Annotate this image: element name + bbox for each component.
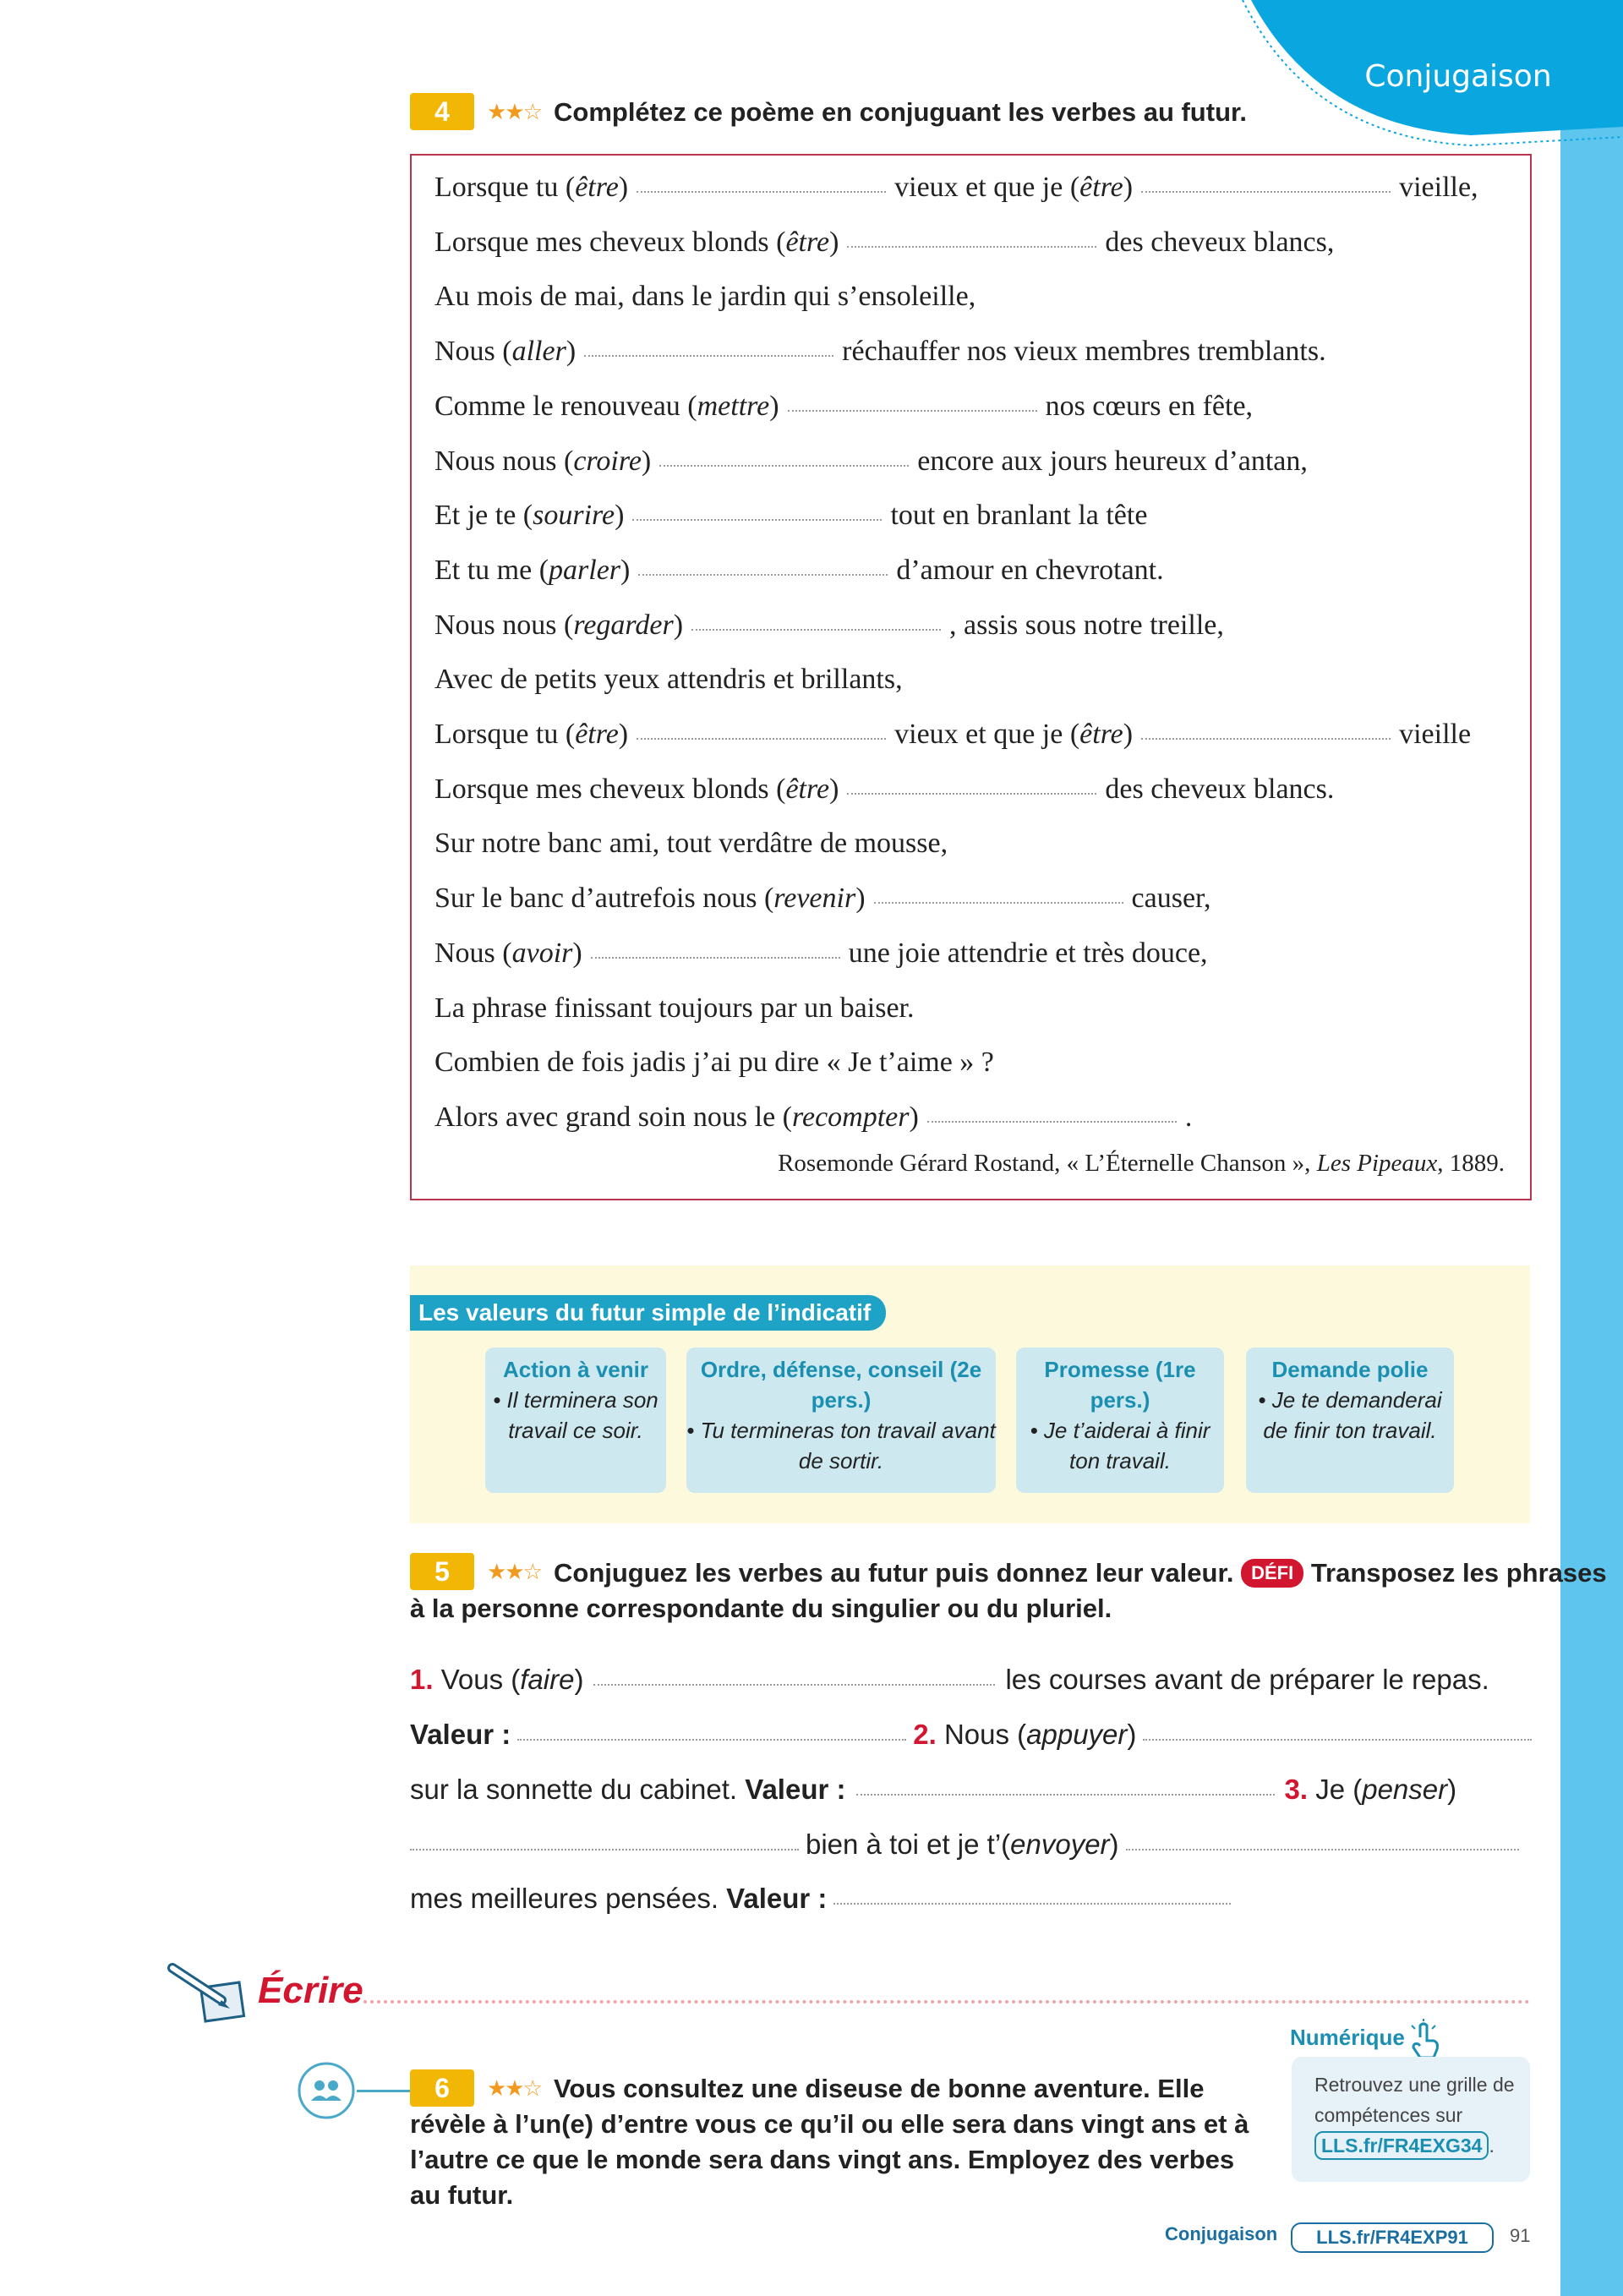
poem-line: Alors avec grand soin nous le (recompter) .	[434, 1101, 1193, 1133]
ex5-sentence-1: 1. Vous (faire) les courses avant de préparer le repas.	[410, 1664, 1489, 1695]
exercise-number-5: 5	[410, 1553, 474, 1590]
value-card-promesse	[1016, 1348, 1224, 1493]
value-card-title: Promesse (1re pers.)	[1044, 1357, 1196, 1413]
difficulty-stars-icon: ★★☆	[487, 2075, 541, 2101]
pair-work-icon	[296, 2060, 357, 2121]
ecrire-title: Écrire	[258, 1970, 363, 2011]
answer-blank[interactable]	[637, 736, 886, 740]
poem-line: Lorsque mes cheveux blonds (être) des cheveux blancs.	[434, 773, 1335, 805]
answer-blank[interactable]	[847, 244, 1096, 248]
numerique-text: Retrouvez une grille de compétences sur LLS.fr/FR4EXG34 .	[1314, 2069, 1526, 2161]
touch-hand-icon	[1403, 2019, 1445, 2061]
value-card-title: Demande polie	[1271, 1357, 1429, 1382]
poem-line: Nous (aller) réchauffer nos vieux membres tremblants.	[434, 336, 1326, 368]
answer-blank[interactable]	[1141, 189, 1391, 193]
exercise-6-instruction: Vous consultez une diseuse de bonne aventure. Elle révèle à l’un(e) d’entre vous ce qu’il ou elle sera dans vingt ans et à l’autre ce que le monde sera dans vingt ans. Employez des verbes au futur.	[410, 2074, 1249, 2210]
value-card-example: • Je te demanderai de finir ton travail.	[1258, 1387, 1442, 1443]
answer-blank[interactable]	[591, 955, 840, 959]
poem-line: Et tu me (parler) d’amour en chevrotant.	[434, 554, 1164, 586]
futur-values-heading: Les valeurs du futur simple de l’indicatif	[410, 1295, 886, 1331]
poem-line: Lorsque tu (être) vieux et que je (être) vieille,	[434, 172, 1478, 203]
value-card-example: • Je t’aiderai à finir ton travail.	[1030, 1418, 1210, 1473]
value-card-action	[485, 1348, 666, 1493]
answer-blank[interactable]	[517, 1737, 906, 1741]
footer-section: Conjugaison	[1165, 2223, 1278, 2244]
answer-blank[interactable]	[659, 463, 909, 467]
poem-line: Avec de petits yeux attendris et brillants,	[434, 664, 903, 696]
numerique-link[interactable]: LLS.fr/FR4EXG34	[1314, 2131, 1489, 2160]
poem-attribution: Rosemonde Gérard Rostand, « L’Éternelle Chanson », Les Pipeaux, 1889.	[778, 1150, 1505, 1177]
poem-line: La phrase finissant toujours par un baiser.	[434, 992, 915, 1024]
value-card-example: • Tu termineras ton travail avant de sortir.	[686, 1418, 996, 1473]
answer-blank[interactable]	[788, 408, 1037, 412]
answer-blank[interactable]	[691, 627, 941, 631]
ex5-valeur-3: mes meilleures pensées. Valeur :	[410, 1880, 1231, 1917]
page-number: 91	[1510, 2225, 1531, 2246]
right-margin-band	[1560, 0, 1623, 2296]
value-card-demande	[1246, 1348, 1454, 1493]
poem-line: Comme le renouveau (mettre) nos cœurs en fête,	[434, 390, 1254, 422]
value-card-title: Ordre, défense, conseil (2e pers.)	[700, 1357, 982, 1413]
exercise-4-instruction: Complétez ce poème en conjuguant les verbes au futur.	[554, 97, 1247, 127]
exercise-5-instruction-cont: à la personne correspondante du singulier ou du pluriel.	[410, 1594, 1112, 1623]
value-card-example: • Il terminera son travail ce soir.	[493, 1387, 658, 1443]
poem-line: Nous nous (regarder) , assis sous notre treille,	[434, 609, 1224, 641]
poem-line: Nous (avoir) une joie attendrie et très douce,	[434, 937, 1208, 969]
answer-blank[interactable]	[1143, 1737, 1532, 1741]
answer-blank[interactable]	[874, 900, 1123, 904]
difficulty-stars-icon: ★★☆	[487, 1559, 541, 1584]
ex5-valeur-1: Valeur : 2. Nous (appuyer)	[410, 1716, 1538, 1753]
ex5-sentence-2: sur la sonnette du cabinet. Valeur : 3. Je (penser)	[410, 1774, 1457, 1805]
footer-link[interactable]: LLS.fr/FR4EXP91	[1291, 2222, 1494, 2253]
poem-line: Lorsque mes cheveux blonds (être) des cheveux blancs,	[434, 226, 1335, 258]
poem-line: Et je te (sourire) tout en branlant la tête	[434, 500, 1148, 532]
pencil-notebook-icon	[167, 1960, 255, 2027]
exercise-number-6: 6	[410, 2069, 474, 2107]
answer-blank[interactable]	[1141, 736, 1391, 740]
ex5-sentence-3: bien à toi et je t’(envoyer)	[410, 1826, 1519, 1863]
poem-line: Sur notre banc ami, tout verdâtre de mousse,	[434, 828, 948, 860]
answer-blank[interactable]	[1126, 1847, 1519, 1850]
exercise-number-4: 4	[410, 93, 474, 130]
section-divider	[363, 2000, 1530, 2004]
numerique-title: Numérique	[1290, 2025, 1405, 2050]
section-title: Conjugaison	[1364, 59, 1552, 94]
poem-line: Au mois de mai, dans le jardin qui s’ensoleille,	[434, 281, 976, 313]
value-card-ordre	[686, 1348, 996, 1493]
answer-blank[interactable]	[927, 1119, 1177, 1123]
value-card-title: Action à venir	[503, 1357, 648, 1382]
connector-line	[357, 2090, 411, 2092]
exercise-5-instruction: Conjuguez les verbes au futur puis donnez leur valeur. DÉFI Transposez les phrases	[554, 1558, 1607, 1588]
poem-line: Combien de fois jadis j’ai pu dire « Je t’aime » ?	[434, 1047, 994, 1079]
answer-blank[interactable]	[847, 791, 1096, 795]
answer-blank[interactable]	[584, 353, 833, 357]
poem-line: Sur le banc d’autrefois nous (revenir) causer,	[434, 883, 1211, 915]
answer-blank[interactable]	[410, 1847, 799, 1850]
answer-blank[interactable]	[638, 572, 888, 576]
defi-badge: DÉFI	[1241, 1559, 1303, 1588]
poem-line: Nous nous (croire) encore aux jours heureux d’antan,	[434, 445, 1308, 477]
answer-blank[interactable]	[593, 1682, 995, 1686]
answer-blank[interactable]	[856, 1792, 1275, 1796]
answer-blank[interactable]	[637, 189, 886, 193]
difficulty-stars-icon: ★★☆	[487, 99, 541, 124]
answer-blank[interactable]	[632, 517, 882, 521]
answer-blank[interactable]	[833, 1901, 1231, 1905]
poem-line: Lorsque tu (être) vieux et que je (être) vieille	[434, 719, 1472, 750]
